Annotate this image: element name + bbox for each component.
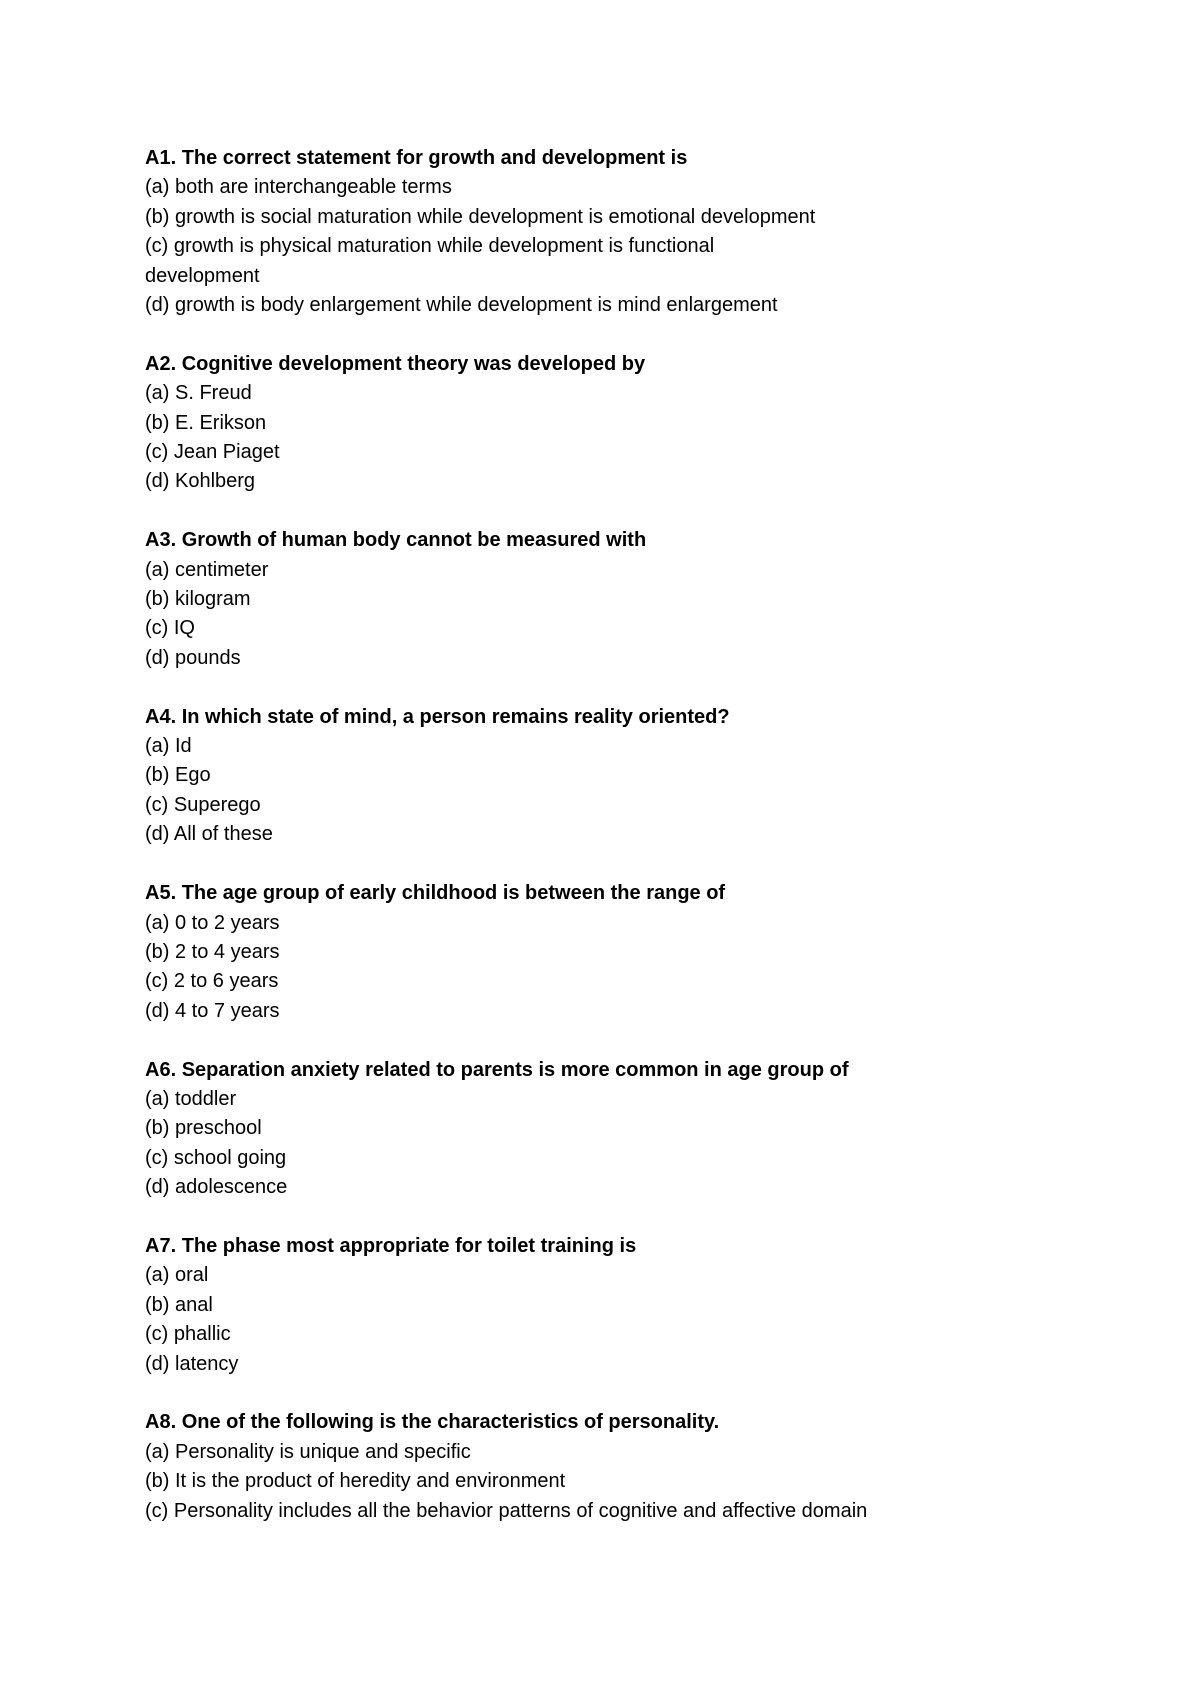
option-b: (b) growth is social maturation while development is emotional development — [145, 205, 816, 228]
option-c: (c) 2 to 6 years — [145, 970, 279, 993]
question-text: Cognitive development theory was developed by — [181, 352, 646, 375]
option-a: (a) oral — [145, 1264, 209, 1287]
question-a4 — [145, 703, 1145, 850]
option-list — [145, 1438, 1145, 1526]
question-number: A8. — [145, 1411, 177, 1434]
option-b: (b) kilogram — [145, 588, 251, 611]
question-text: Separation anxiety related to parents is more common in age group of — [181, 1058, 849, 1081]
option-b: (b) 2 to 4 years — [145, 940, 280, 963]
option-list — [145, 556, 1145, 674]
option-c: (c) Personality includes all the behavior patterns of cognitive and affective domain — [145, 1499, 868, 1522]
option-d: (d) growth is body enlargement while development is mind enlargement — [145, 294, 778, 317]
question-number: A3. — [145, 529, 177, 552]
option-b: (b) preschool — [145, 1117, 262, 1140]
option-list — [145, 732, 1145, 850]
option-c: (c) growth is physical maturation while development is functional development — [145, 235, 715, 287]
question-a8 — [145, 1408, 1145, 1526]
question-text: The correct statement for growth and development is — [181, 147, 688, 169]
question-text: The age group of early childhood is between the range of — [181, 882, 726, 905]
question-title — [145, 1408, 1145, 1437]
question-title — [145, 144, 1145, 173]
option-a: (a) both are interchangeable terms — [145, 176, 452, 199]
option-d: (d) 4 to 7 years — [145, 999, 280, 1022]
option-c: (c) IQ — [145, 617, 195, 640]
question-title — [145, 1232, 1145, 1261]
question-number: A4. — [145, 705, 177, 728]
question-number: A2. — [145, 352, 177, 375]
question-number: A1. — [145, 147, 177, 169]
option-d: (d) Kohlberg — [145, 470, 256, 493]
question-number: A6. — [145, 1058, 177, 1081]
option-b: (b) anal — [145, 1293, 213, 1316]
option-c: (c) Jean Piaget — [145, 441, 280, 464]
option-a: (a) 0 to 2 years — [145, 911, 280, 934]
question-a2 — [145, 350, 1145, 497]
option-a: (a) toddler — [145, 1087, 237, 1110]
option-c: (c) Superego — [145, 793, 261, 816]
option-a: (a) centimeter — [145, 558, 269, 581]
question-text: One of the following is the characteristics of personality. — [181, 1411, 720, 1434]
question-number: A7. — [145, 1234, 177, 1257]
option-a: (a) S. Freud — [145, 382, 252, 405]
option-b: (b) E. Erikson — [145, 411, 267, 434]
question-title — [145, 879, 1145, 908]
option-c: (c) phallic — [145, 1323, 231, 1346]
option-list — [145, 909, 1145, 1027]
question-a5 — [145, 879, 1145, 1026]
question-title — [145, 526, 1145, 555]
question-a7 — [145, 1232, 1145, 1379]
question-a6 — [145, 1056, 1145, 1203]
question-text: The phase most appropriate for toilet training is — [181, 1234, 637, 1257]
question-title — [145, 1056, 1145, 1085]
question-text: Growth of human body cannot be measured with — [181, 529, 647, 552]
question-title — [145, 703, 1145, 732]
option-d: (d) All of these — [145, 823, 273, 846]
question-text: In which state of mind, a person remains reality oriented? — [181, 705, 730, 728]
question-title — [145, 350, 1145, 379]
option-d: (d) pounds — [145, 646, 241, 669]
question-a1 — [145, 144, 1145, 320]
option-list — [145, 379, 1145, 497]
option-b: (b) It is the product of heredity and environment — [145, 1470, 566, 1493]
question-a3 — [145, 526, 1145, 673]
question-number: A5. — [145, 882, 177, 905]
option-c: (c) school going — [145, 1146, 287, 1169]
option-list — [145, 1261, 1145, 1379]
option-d: (d) adolescence — [145, 1176, 288, 1199]
option-d: (d) latency — [145, 1352, 239, 1375]
option-b: (b) Ego — [145, 764, 211, 787]
option-list — [145, 173, 1145, 320]
option-a: (a) Id — [145, 735, 192, 758]
document-page — [145, 144, 1145, 1555]
option-a: (a) Personality is unique and specific — [145, 1440, 471, 1463]
option-list — [145, 1085, 1145, 1203]
